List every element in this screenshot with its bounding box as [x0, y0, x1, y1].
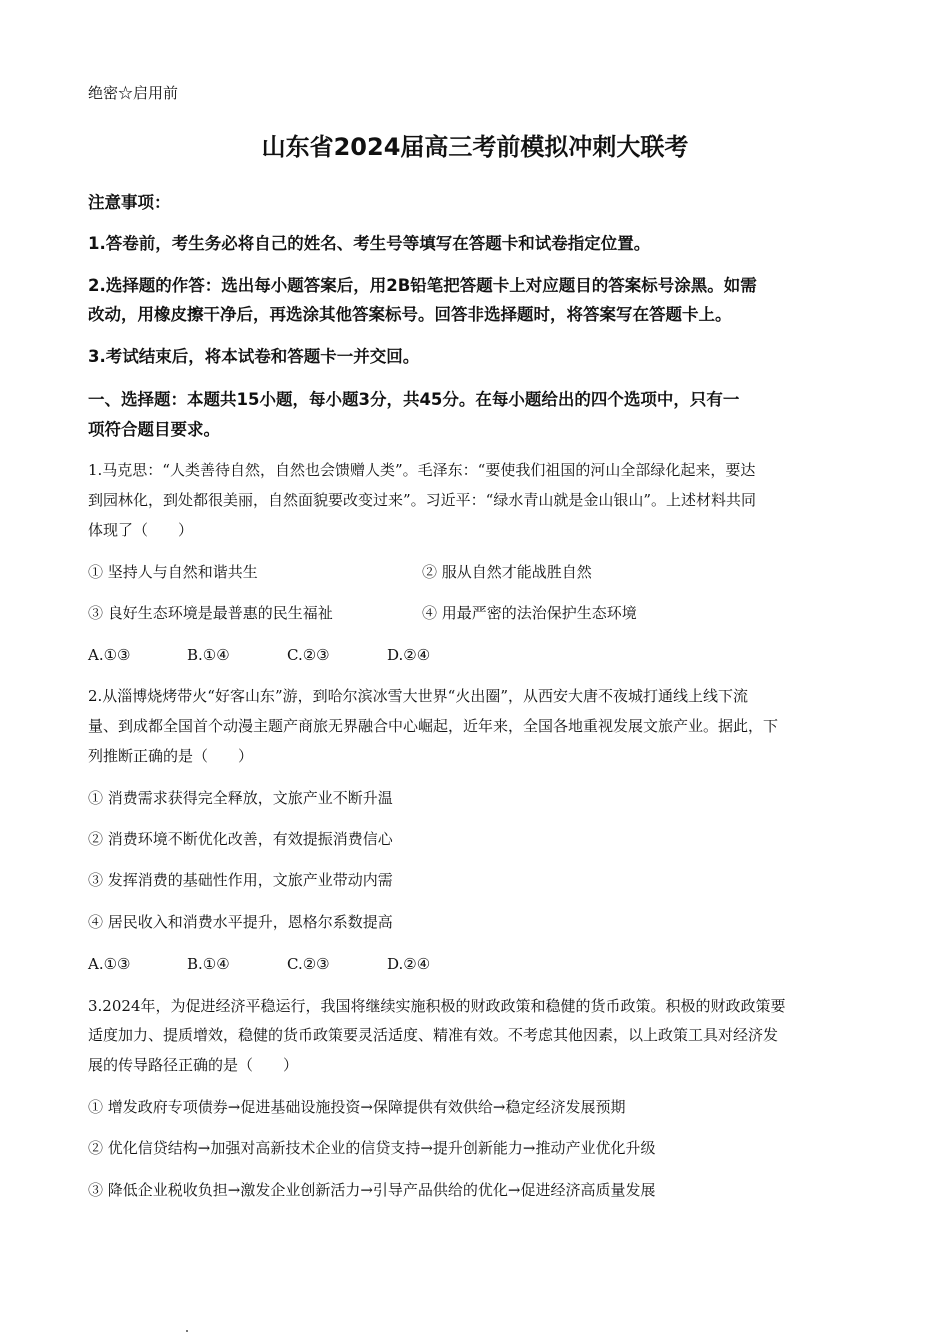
q3-statement-3: ③ 降低企业税收负担→激发企业创新活力→引导产品供给的优化→促进经济高质量发展 [88, 1181, 656, 1199]
q2-stem-line-2: 量、到成都全国首个动漫主题产商旅无界融合中心崛起，近年来，全国各地重视发展文旅产业。据此，下 [88, 717, 779, 735]
q2-statement-2: ② 消费环境不断优化改善，有效提振消费信心 [88, 830, 393, 848]
confidential-label: 绝密☆启用前 [88, 84, 179, 102]
note-item-1: 1.答卷前，考生务必将自己的姓名、考生号等填写在答题卡和试卷指定位置。 [88, 234, 651, 253]
q2-statement-1: ① 消费需求获得完全释放，文旅产业不断升温 [88, 789, 393, 807]
q1-option-d: D.②④ [387, 646, 431, 664]
q2-stem-line-1: 2.从淄博烧烤带火“好客山东”游，到哈尔滨冰雪大世界“火出圈”，从西安大唐不夜城打通线上线下流 [88, 687, 748, 705]
q1-option-a: A.①③ [88, 646, 131, 664]
note-item-2-line-1: 2.选择题的作答：选出每小题答案后，用2B铅笔把答题卡上对应题目的答案标号涂黑。如需 [88, 276, 757, 295]
note-item-3: 3.考试结束后，将本试卷和答题卡一并交回。 [88, 347, 420, 366]
q1-stem-line-3: 体现了（ ） [88, 521, 194, 539]
q3-statement-2: ② 优化信贷结构→加强对高新技术企业的信贷支持→提升创新能力→推动产业优化升级 [88, 1139, 656, 1157]
exam-title: 山东省2024届高三考前模拟冲刺大联考 [261, 133, 689, 161]
q2-option-b: B.①④ [187, 955, 230, 973]
q2-statement-4: ④ 居民收入和消费水平提升，恩格尔系数提高 [88, 913, 393, 931]
q1-option-b: B.①④ [187, 646, 230, 664]
q2-option-a: A.①③ [88, 955, 131, 973]
q1-stem-line-2: 到园林化，到处都很美丽，自然面貌要改变过来”。习近平：“绿水青山就是金山银山”。上述材料共同 [88, 491, 757, 509]
section-heading-line-2: 项符合题目要求。 [88, 420, 220, 439]
q2-stem-line-3: 列推断正确的是（ ） [88, 747, 254, 765]
q3-stem-line-2: 适度加力、提质增效，稳健的货币政策要灵活适度、精准有效。不考虑其他因素，以上政策工具对经济发 [88, 1026, 779, 1044]
q1-stem-line-1: 1.马克思：“人类善待自然，自然也会馈赠人类”。毛泽东：“要使我们祖国的河山全部绿化起来，要达 [88, 461, 756, 479]
q1-statement-1: ① 坚持人与自然和谐共生 [88, 563, 258, 581]
q2-statement-3: ③ 发挥消费的基础性作用，文旅产业带动内需 [88, 871, 393, 889]
q1-statement-3: ③ 良好生态环境是最普惠的民生福祉 [88, 604, 333, 622]
q2-option-d: D.②④ [387, 955, 431, 973]
q3-stem-line-1: 3.2024年，为促进经济平稳运行，我国将继续实施积极的财政政策和稳健的货币政策。积极的财政政策要 [88, 997, 786, 1015]
notes-heading: 注意事项： [88, 193, 171, 212]
note-item-2-line-2: 改动，用橡皮擦干净后，再选涂其他答案标号。回答非选择题时，将答案写在答题卡上。 [88, 305, 732, 324]
q1-statement-4: ④ 用最严密的法治保护生态环境 [422, 604, 637, 622]
q1-option-c: C.②③ [287, 646, 330, 664]
q1-statement-2: ② 服从自然才能战胜自然 [422, 563, 592, 581]
q3-statement-1: ① 增发政府专项债券→促进基础设施投资→保障提供有效供给→稳定经济发展预期 [88, 1098, 626, 1116]
q3-stem-line-3: 展的传导路径正确的是（ ） [88, 1056, 299, 1074]
section-heading-line-1: 一、选择题：本题共15小题，每小题3分，共45分。在每小题给出的四个选项中，只有一 [88, 390, 740, 409]
q2-option-c: C.②③ [287, 955, 330, 973]
footer-dot [186, 1330, 188, 1332]
